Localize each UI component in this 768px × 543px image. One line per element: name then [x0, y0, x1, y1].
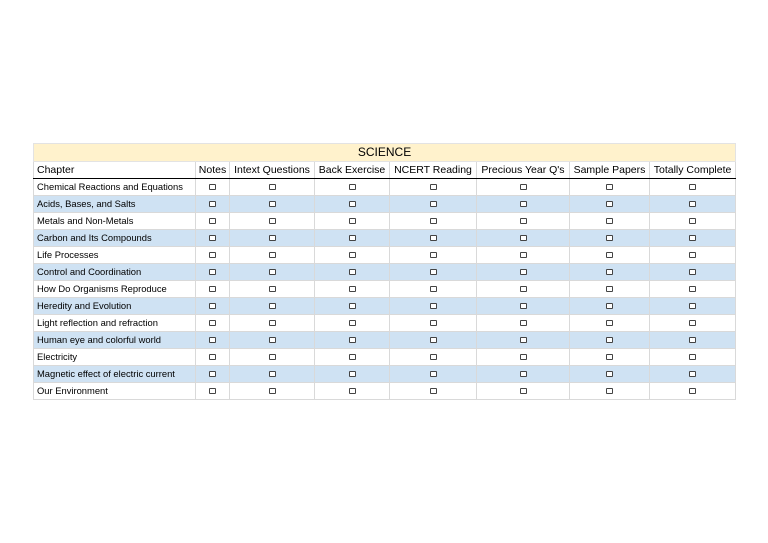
checkbox-icon[interactable] [209, 354, 216, 360]
checkbox-cell-back-exercise[interactable] [315, 383, 390, 400]
checkbox-icon[interactable] [430, 252, 437, 258]
checkbox-icon[interactable] [349, 201, 356, 207]
table-row [34, 298, 736, 315]
checkbox-icon[interactable] [606, 201, 613, 207]
table-row [34, 230, 736, 247]
checkbox-cell-totally-complete[interactable] [650, 247, 736, 264]
checkbox-icon[interactable] [209, 303, 216, 309]
checkbox-cell-totally-complete[interactable] [650, 179, 736, 196]
checkbox-icon[interactable] [209, 218, 216, 224]
checkbox-cell-ncert-reading[interactable] [390, 383, 477, 400]
checkbox-icon[interactable] [520, 337, 527, 343]
checkbox-cell-previous-year-questions[interactable] [477, 349, 570, 366]
checkbox-cell-totally-complete[interactable] [650, 213, 736, 230]
checkbox-cell-previous-year-questions[interactable] [477, 298, 570, 315]
checkbox-icon[interactable] [269, 320, 276, 326]
checkbox-cell-intext-questions[interactable] [230, 332, 315, 349]
checkbox-icon[interactable] [689, 354, 696, 360]
checkbox-cell-back-exercise[interactable] [315, 230, 390, 247]
checkbox-cell-ncert-reading[interactable] [390, 213, 477, 230]
checkbox-cell-sample-papers[interactable] [570, 247, 650, 264]
checkbox-cell-notes[interactable] [196, 366, 230, 383]
checkbox-icon[interactable] [606, 252, 613, 258]
checkbox-cell-sample-papers[interactable] [570, 230, 650, 247]
checkbox-icon[interactable] [606, 218, 613, 224]
checkbox-icon[interactable] [520, 354, 527, 360]
checkbox-cell-intext-questions[interactable] [230, 315, 315, 332]
checkbox-cell-sample-papers[interactable] [570, 264, 650, 281]
checkbox-icon[interactable] [606, 184, 613, 190]
checkbox-cell-intext-questions[interactable] [230, 366, 315, 383]
table-row [34, 383, 736, 400]
checkbox-cell-sample-papers[interactable] [570, 332, 650, 349]
checkbox-cell-ncert-reading[interactable] [390, 332, 477, 349]
checkbox-cell-sample-papers[interactable] [570, 213, 650, 230]
checkbox-icon[interactable] [606, 303, 613, 309]
checkbox-icon[interactable] [520, 388, 527, 394]
checkbox-icon[interactable] [430, 201, 437, 207]
checkbox-icon[interactable] [269, 218, 276, 224]
checkbox-icon[interactable] [520, 184, 527, 190]
checkbox-icon[interactable] [269, 269, 276, 275]
checkbox-icon[interactable] [520, 371, 527, 377]
checkbox-cell-ncert-reading[interactable] [390, 247, 477, 264]
checkbox-icon[interactable] [349, 337, 356, 343]
checkbox-icon[interactable] [209, 371, 216, 377]
checkbox-icon[interactable] [269, 337, 276, 343]
checkbox-cell-intext-questions[interactable] [230, 247, 315, 264]
checkbox-cell-intext-questions[interactable] [230, 298, 315, 315]
checkbox-icon[interactable] [430, 218, 437, 224]
checkbox-cell-totally-complete[interactable] [650, 264, 736, 281]
checkbox-cell-totally-complete[interactable] [650, 366, 736, 383]
checkbox-cell-back-exercise[interactable] [315, 213, 390, 230]
checkbox-icon[interactable] [430, 303, 437, 309]
checkbox-icon[interactable] [606, 337, 613, 343]
checkbox-cell-totally-complete[interactable] [650, 298, 736, 315]
chapter-cell[interactable]: Light reflection and refraction [34, 315, 196, 332]
checkbox-icon[interactable] [520, 286, 527, 292]
checkbox-icon[interactable] [689, 303, 696, 309]
checkbox-icon[interactable] [349, 269, 356, 275]
checkbox-icon[interactable] [520, 269, 527, 275]
checkbox-cell-back-exercise[interactable] [315, 179, 390, 196]
checkbox-cell-totally-complete[interactable] [650, 383, 736, 400]
checkbox-cell-totally-complete[interactable] [650, 230, 736, 247]
checkbox-cell-notes[interactable] [196, 332, 230, 349]
checkbox-cell-previous-year-questions[interactable] [477, 264, 570, 281]
checkbox-icon[interactable] [209, 235, 216, 241]
checkbox-cell-intext-questions[interactable] [230, 264, 315, 281]
checkbox-cell-previous-year-questions[interactable] [477, 230, 570, 247]
checkbox-icon[interactable] [689, 388, 696, 394]
table-row [34, 281, 736, 298]
chapter-cell[interactable]: Magnetic effect of electric current [34, 366, 196, 383]
checkbox-cell-ncert-reading[interactable] [390, 298, 477, 315]
checkbox-icon[interactable] [269, 286, 276, 292]
checkbox-cell-ncert-reading[interactable] [390, 179, 477, 196]
checkbox-cell-previous-year-questions[interactable] [477, 366, 570, 383]
checkbox-icon[interactable] [349, 388, 356, 394]
checkbox-icon[interactable] [689, 371, 696, 377]
checkbox-icon[interactable] [689, 286, 696, 292]
checkbox-cell-sample-papers[interactable] [570, 298, 650, 315]
checkbox-icon[interactable] [209, 184, 216, 190]
checkbox-icon[interactable] [269, 235, 276, 241]
chapter-cell[interactable]: Chemical Reactions and Equations [34, 179, 196, 196]
table-row [34, 349, 736, 366]
checkbox-icon[interactable] [689, 235, 696, 241]
column-header-back-exercise[interactable]: Back Exercise [315, 162, 390, 179]
checkbox-cell-totally-complete[interactable] [650, 332, 736, 349]
checkbox-icon[interactable] [209, 337, 216, 343]
checkbox-cell-intext-questions[interactable] [230, 196, 315, 213]
column-header-totally-complete[interactable]: Totally Complete [650, 162, 736, 179]
checkbox-icon[interactable] [349, 320, 356, 326]
table-row [34, 247, 736, 264]
checkbox-cell-totally-complete[interactable] [650, 196, 736, 213]
checkbox-cell-back-exercise[interactable] [315, 281, 390, 298]
checkbox-cell-intext-questions[interactable] [230, 349, 315, 366]
checkbox-cell-notes[interactable] [196, 349, 230, 366]
checkbox-icon[interactable] [520, 235, 527, 241]
chapter-cell[interactable]: Heredity and Evolution [34, 298, 196, 315]
table-row [34, 179, 736, 196]
checkbox-cell-sample-papers[interactable] [570, 179, 650, 196]
table-row [34, 196, 736, 213]
checkbox-icon[interactable] [209, 269, 216, 275]
checkbox-icon[interactable] [689, 320, 696, 326]
checkbox-icon[interactable] [430, 371, 437, 377]
checkbox-cell-back-exercise[interactable] [315, 349, 390, 366]
checkbox-icon[interactable] [269, 388, 276, 394]
checkbox-icon[interactable] [349, 303, 356, 309]
checkbox-icon[interactable] [520, 252, 527, 258]
checkbox-cell-notes[interactable] [196, 213, 230, 230]
checkbox-cell-notes[interactable] [196, 196, 230, 213]
checkbox-icon[interactable] [689, 184, 696, 190]
checkbox-icon[interactable] [606, 286, 613, 292]
checkbox-icon[interactable] [349, 354, 356, 360]
checkbox-icon[interactable] [430, 286, 437, 292]
checkbox-icon[interactable] [689, 218, 696, 224]
checkbox-cell-back-exercise[interactable] [315, 315, 390, 332]
column-header-previous-year-questions[interactable]: Precious Year Q's [477, 162, 570, 179]
checkbox-icon[interactable] [520, 201, 527, 207]
checkbox-cell-notes[interactable] [196, 179, 230, 196]
checkbox-cell-previous-year-questions[interactable] [477, 247, 570, 264]
checkbox-cell-intext-questions[interactable] [230, 281, 315, 298]
checkbox-cell-ncert-reading[interactable] [390, 264, 477, 281]
checkbox-icon[interactable] [430, 337, 437, 343]
checkbox-cell-back-exercise[interactable] [315, 332, 390, 349]
chapter-cell[interactable]: Life Processes [34, 247, 196, 264]
checkbox-cell-previous-year-questions[interactable] [477, 332, 570, 349]
checkbox-icon[interactable] [520, 303, 527, 309]
checkbox-cell-sample-papers[interactable] [570, 366, 650, 383]
checkbox-icon[interactable] [269, 371, 276, 377]
checkbox-cell-back-exercise[interactable] [315, 264, 390, 281]
checkbox-cell-previous-year-questions[interactable] [477, 196, 570, 213]
table-row [34, 332, 736, 349]
header-row [34, 162, 736, 179]
checkbox-cell-sample-papers[interactable] [570, 281, 650, 298]
checkbox-cell-notes[interactable] [196, 383, 230, 400]
checkbox-cell-sample-papers[interactable] [570, 349, 650, 366]
checkbox-icon[interactable] [606, 371, 613, 377]
checkbox-icon[interactable] [269, 184, 276, 190]
checkbox-cell-back-exercise[interactable] [315, 196, 390, 213]
checkbox-icon[interactable] [209, 388, 216, 394]
checkbox-cell-totally-complete[interactable] [650, 315, 736, 332]
checkbox-cell-previous-year-questions[interactable] [477, 179, 570, 196]
checkbox-cell-totally-complete[interactable] [650, 281, 736, 298]
checkbox-icon[interactable] [269, 303, 276, 309]
science-tracker-table [33, 143, 736, 400]
checkbox-cell-previous-year-questions[interactable] [477, 281, 570, 298]
checkbox-cell-sample-papers[interactable] [570, 315, 650, 332]
chapter-cell[interactable]: Our Environment [34, 383, 196, 400]
checkbox-cell-sample-papers[interactable] [570, 383, 650, 400]
table-row [34, 264, 736, 281]
checkbox-cell-notes[interactable] [196, 230, 230, 247]
column-header-ncert-reading[interactable]: NCERT Reading [390, 162, 477, 179]
checkbox-icon[interactable] [269, 201, 276, 207]
checkbox-icon[interactable] [430, 235, 437, 241]
checkbox-cell-previous-year-questions[interactable] [477, 213, 570, 230]
checkbox-icon[interactable] [689, 252, 696, 258]
checkbox-icon[interactable] [606, 354, 613, 360]
checkbox-cell-back-exercise[interactable] [315, 298, 390, 315]
checkbox-cell-intext-questions[interactable] [230, 179, 315, 196]
checkbox-icon[interactable] [269, 354, 276, 360]
checkbox-icon[interactable] [349, 184, 356, 190]
title-row [34, 144, 736, 162]
checkbox-cell-ncert-reading[interactable] [390, 349, 477, 366]
column-header-sample-papers[interactable]: Sample Papers [570, 162, 650, 179]
table-row [34, 366, 736, 383]
checkbox-cell-ncert-reading[interactable] [390, 315, 477, 332]
checkbox-icon[interactable] [430, 354, 437, 360]
checkbox-cell-notes[interactable] [196, 315, 230, 332]
checkbox-cell-notes[interactable] [196, 247, 230, 264]
checkbox-icon[interactable] [349, 235, 356, 241]
checkbox-icon[interactable] [349, 286, 356, 292]
checkbox-icon[interactable] [430, 184, 437, 190]
chapter-cell[interactable]: Carbon and Its Compounds [34, 230, 196, 247]
chapter-cell[interactable]: Electricity [34, 349, 196, 366]
checkbox-icon[interactable] [209, 201, 216, 207]
checkbox-cell-totally-complete[interactable] [650, 349, 736, 366]
sheet-title[interactable]: SCIENCE [34, 144, 736, 162]
chapter-cell[interactable]: Control and Coordination [34, 264, 196, 281]
checkbox-cell-sample-papers[interactable] [570, 196, 650, 213]
checkbox-icon[interactable] [606, 388, 613, 394]
checkbox-cell-intext-questions[interactable] [230, 383, 315, 400]
column-header-chapter[interactable]: Chapter [34, 162, 196, 179]
checkbox-icon[interactable] [430, 320, 437, 326]
checkbox-cell-back-exercise[interactable] [315, 366, 390, 383]
checkbox-icon[interactable] [349, 218, 356, 224]
checkbox-cell-ncert-reading[interactable] [390, 230, 477, 247]
checkbox-cell-ncert-reading[interactable] [390, 196, 477, 213]
checkbox-cell-notes[interactable] [196, 298, 230, 315]
checkbox-icon[interactable] [606, 269, 613, 275]
checkbox-cell-previous-year-questions[interactable] [477, 315, 570, 332]
checkbox-icon[interactable] [209, 320, 216, 326]
checkbox-cell-intext-questions[interactable] [230, 213, 315, 230]
checkbox-icon[interactable] [689, 201, 696, 207]
checkbox-icon[interactable] [349, 252, 356, 258]
checkbox-cell-back-exercise[interactable] [315, 247, 390, 264]
checkbox-icon[interactable] [689, 337, 696, 343]
chapter-cell[interactable]: How Do Organisms Reproduce [34, 281, 196, 298]
table-row [34, 315, 736, 332]
checkbox-icon[interactable] [520, 320, 527, 326]
checkbox-icon[interactable] [520, 218, 527, 224]
column-header-intext-questions[interactable]: Intext Questions [230, 162, 315, 179]
science-tracker-table-wrap [33, 143, 735, 400]
chapter-cell[interactable]: Human eye and colorful world [34, 332, 196, 349]
checkbox-cell-notes[interactable] [196, 264, 230, 281]
checkbox-icon[interactable] [209, 252, 216, 258]
checkbox-icon[interactable] [209, 286, 216, 292]
checkbox-icon[interactable] [606, 235, 613, 241]
checkbox-icon[interactable] [430, 269, 437, 275]
checkbox-cell-notes[interactable] [196, 281, 230, 298]
column-header-notes[interactable]: Notes [196, 162, 230, 179]
chapter-cell[interactable]: Acids, Bases, and Salts [34, 196, 196, 213]
checkbox-icon[interactable] [430, 388, 437, 394]
checkbox-cell-ncert-reading[interactable] [390, 281, 477, 298]
checkbox-cell-previous-year-questions[interactable] [477, 383, 570, 400]
checkbox-cell-intext-questions[interactable] [230, 230, 315, 247]
checkbox-icon[interactable] [349, 371, 356, 377]
checkbox-cell-ncert-reading[interactable] [390, 366, 477, 383]
checkbox-icon[interactable] [689, 269, 696, 275]
checkbox-icon[interactable] [269, 252, 276, 258]
table-row [34, 213, 736, 230]
chapter-cell[interactable]: Metals and Non-Metals [34, 213, 196, 230]
checkbox-icon[interactable] [606, 320, 613, 326]
